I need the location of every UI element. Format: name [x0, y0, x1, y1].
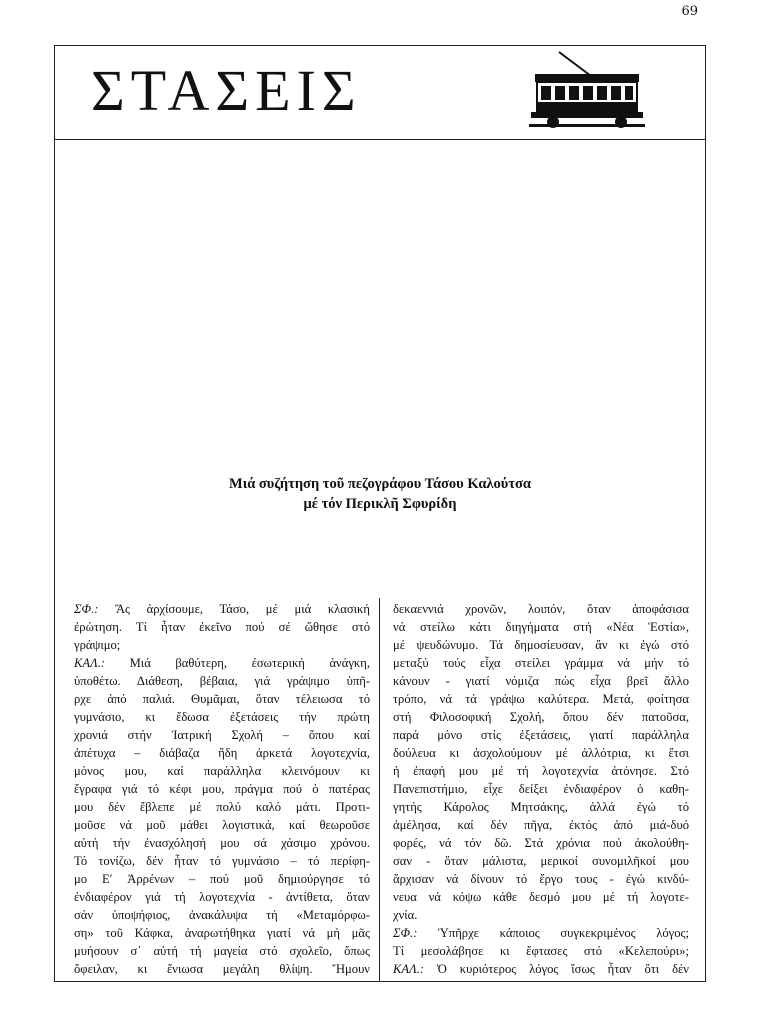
line-text: ἄρχισαν νά δίνουν τό ἔργο τους - ἐγώ κινδύ-	[393, 872, 689, 886]
line-text: τρόπο, νά τά γράψω καλύτερα. Μετά, φοίτησα	[393, 692, 689, 706]
text-line	[393, 834, 689, 852]
text-line	[74, 942, 370, 960]
text-line	[74, 618, 370, 636]
text-line	[74, 708, 370, 726]
text-line	[74, 834, 370, 852]
line-text: μου δέν ἔβλεπε μέ πολύ καλό μάτι. Προτι-	[74, 800, 370, 814]
text-line	[393, 744, 689, 762]
column-divider	[379, 598, 380, 982]
line-text: γράψιμο;	[74, 638, 121, 652]
text-line	[74, 654, 370, 672]
line-text: ρχε ἀπό παλιά. Θυμᾶμαι, ὅταν τέλειωσα τό	[74, 692, 370, 706]
text-line	[74, 762, 370, 780]
right-text-column	[393, 600, 689, 978]
line-text: στή Φιλοσοφική Σχολή, ὅπου δέν πατοῦσα,	[393, 710, 689, 724]
text-line	[393, 780, 689, 798]
line-text: ὑποθέτω. Διάθεση, βέβαια, γιά γράψιμο ὑπῆ-	[74, 674, 370, 688]
text-line	[393, 888, 689, 906]
text-line	[74, 600, 370, 618]
line-text: ἡ ἐπαφή μου μέ τή λογοτεχνία ἀτόνησε. Στό	[393, 764, 689, 778]
text-line	[74, 906, 370, 924]
text-line	[393, 906, 689, 924]
line-text: ἔγραφα γιά τό κέφι μου, πράγμα πού ὁ πατέρας	[74, 782, 370, 796]
text-line	[393, 798, 689, 816]
left-text-column	[74, 600, 370, 978]
text-line	[393, 852, 689, 870]
speaker-label: ΣΦ.:	[74, 602, 99, 616]
line-text: κάνουν - γιατί νόμιζα πώς εἶχα βρεῖ ἄλλο	[393, 674, 689, 688]
line-text: σάν ὑποψήφιος, ἀνακάλυψα τή «Μεταμόρφω-	[74, 908, 370, 922]
line-text: παρά μόνο στίς ἐξετάσεις, γιατί παράλληλα	[393, 728, 689, 742]
article-frame	[54, 45, 706, 982]
text-line	[393, 708, 689, 726]
section-title: ΣΤΑΣΕΙΣ	[91, 58, 362, 123]
line-text: νευα νά κόψω κάθε δεσμό μου μέ τή λογοτε-	[393, 890, 689, 904]
text-line	[393, 690, 689, 708]
speaker-label: ΣΦ.:	[393, 926, 418, 940]
text-line	[74, 690, 370, 708]
line-text: ὄφειλαν, κι ἔνιωσα μεγάλη θλίψη. Ἤμουν	[74, 962, 370, 976]
line-text: δεκαεννιά χρονῶν, λοιπόν, ὅταν ἀποφάσισα	[393, 602, 689, 616]
text-line	[393, 600, 689, 618]
line-text: ἀπέτυχα – διάβαζα ἤδη ἀρκετά λογοτεχνία,	[74, 746, 370, 760]
section-header	[55, 46, 705, 140]
text-line	[74, 636, 370, 654]
text-line	[74, 888, 370, 906]
line-text: νά στείλω κάτι διηγήματα στή «Νέα Ἑστία»,	[393, 620, 689, 634]
text-line	[393, 924, 689, 942]
text-line	[74, 924, 370, 942]
interview-subtitle	[55, 474, 705, 514]
text-line	[74, 816, 370, 834]
text-line	[393, 618, 689, 636]
line-text: ἐνδιαφέρον γιά τή λογοτεχνία - ἀντίθετα, ὅταν	[74, 890, 370, 904]
subtitle-line-1: Μιά συζήτηση τοῦ πεζογράφου Τάσου Καλούτσα	[229, 476, 531, 492]
text-line	[74, 960, 370, 978]
line-text: μο Εʹ Ἀρρένων – πού μοῦ δημιούργησε τό	[74, 872, 370, 886]
line-text: ἐρώτηση. Τί ἦταν ἐκεῖνο πού σέ ὤθησε στό	[74, 620, 370, 634]
text-line	[393, 654, 689, 672]
line-text: Ἄς ἀρχίσουμε, Τάσο, μέ μιά κλασική	[98, 602, 370, 616]
text-line	[74, 672, 370, 690]
text-line	[393, 960, 689, 978]
text-line	[74, 726, 370, 744]
text-line	[393, 672, 689, 690]
text-line	[74, 744, 370, 762]
text-line	[393, 636, 689, 654]
text-line	[74, 852, 370, 870]
text-line	[393, 726, 689, 744]
line-text: Ὑπῆρχε κάποιος συγκεκριμένος λόγος;	[417, 926, 689, 940]
line-text: Ὁ κυριότερος λόγος ἴσως ἦταν ὅτι δέν	[424, 962, 689, 976]
speaker-label: ΚΑΛ.:	[393, 962, 425, 976]
text-line	[74, 870, 370, 888]
line-text: γητής Κάρολος Μητσάκης, ἀλλά ἐγώ τό	[393, 800, 689, 814]
line-text: Τό τονίζω, δέν ἦταν τό γυμνάσιο – τό περίφη-	[74, 854, 370, 868]
line-text: ἀμέλησα, καί δέν πῆγα, ἐκτός ἀπό μιά-δυό	[393, 818, 689, 832]
line-text: χνία.	[393, 908, 418, 922]
line-text: μυήσουν σ᾽ αὐτή τή μαγεία στό σχολεῖο, ὅπως	[74, 944, 370, 958]
line-text: ση» τοῦ Κάφκα, ἀναρωτήθηκα γιατί νά μή μᾶς	[74, 926, 370, 940]
line-text: γυμνάσιο, κι ἔδωσα ἐξετάσεις τήν πρώτη	[74, 710, 370, 724]
line-text: δούλευα κι ἀσχολούμουν μέ ἀλλότρια, κι ἔτσι	[393, 746, 689, 760]
line-text: μοῦσε νά μοῦ μάθει λογιστικά, καί θεωροῦσε	[74, 818, 370, 832]
line-text: φορές, νά τόν δῶ. Στά χρόνια πού ἀκολούθη-	[393, 836, 689, 850]
text-line	[393, 816, 689, 834]
line-text: μόνος μου, καί παράλληλα κλεινόμουν κι	[74, 764, 370, 778]
line-text: Τί μεσολάβησε κι ἔφτασες στό «Κελεπούρι»;	[393, 944, 689, 958]
subtitle-line-2: μέ τόν Περικλῆ Σφυρίδη	[303, 496, 457, 512]
text-line	[74, 798, 370, 816]
text-line	[393, 762, 689, 780]
line-text: χρονιά στήν Ἰατρική Σχολή – ὅπου καί	[74, 728, 370, 742]
text-line	[393, 870, 689, 888]
tram-icon	[529, 50, 645, 130]
line-text: μεταξύ τούς εἶχα στείλει γράμμα νά μήν τό	[393, 656, 689, 670]
text-line	[74, 780, 370, 798]
line-text: Μιά βαθύτερη, ἐσωτερική ἀνάγκη,	[105, 656, 370, 670]
line-text: σαν - ὅταν μάλιστα, μερικοί συνομιλῆκοί μου	[393, 854, 689, 868]
page-number: 69	[681, 4, 698, 19]
line-text: μέ ψευδώνυμο. Τά δημοσίευσαν, ἄν κι ἐγώ στό	[393, 638, 689, 652]
text-line	[393, 942, 689, 960]
speaker-label: ΚΑΛ.:	[74, 656, 106, 670]
line-text: Πανεπιστήμιο, εἶχε δείξει ἐνδιαφέρον ὁ καθη-	[393, 782, 689, 796]
line-text: αὐτή τήν ἐνασχόλησή μου σά χάσιμο χρόνου.	[74, 836, 370, 850]
